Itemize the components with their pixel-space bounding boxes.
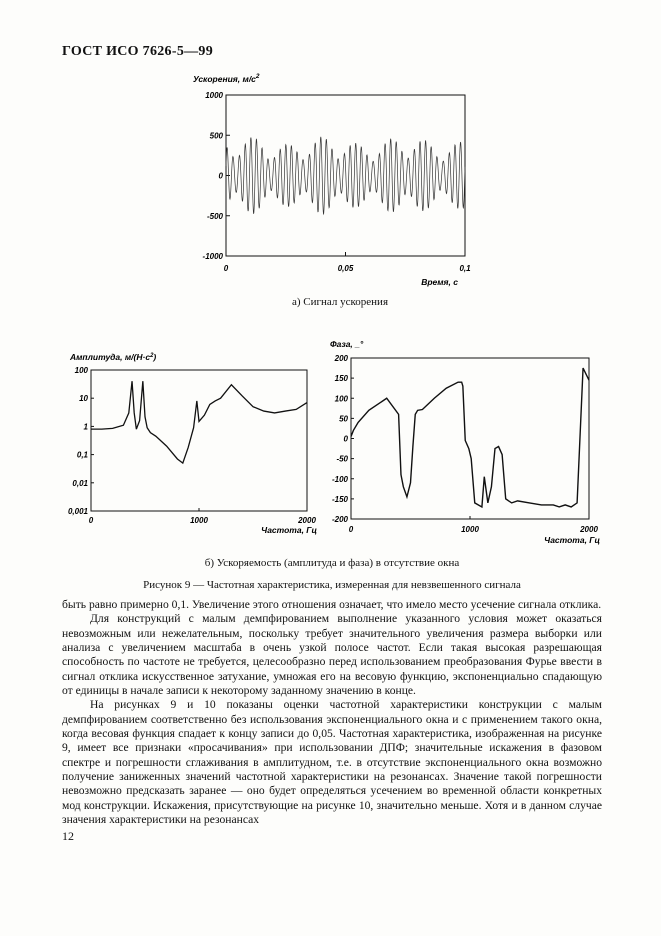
chart-a-frame <box>226 95 465 256</box>
chart-phase-xtick-label: 0 <box>348 525 354 534</box>
chart-amp-ytick-label: 0,1 <box>76 450 88 460</box>
page-number: 12 <box>62 829 74 843</box>
chart-a-xlabel: Время, с <box>421 277 458 287</box>
chart-phase-ylabel: Фаза, _° <box>330 339 364 349</box>
chart-phase-ytick-label: 50 <box>339 414 348 424</box>
chart-amp-xtick-label: 1000 <box>190 516 208 525</box>
chart-amp-xtick-label: 0 <box>88 516 94 525</box>
chart-a-ytick-label: -500 <box>206 211 223 221</box>
paragraph-1: быть равно примерно 0,1. Увеличение этого отношения означает, что имело место усечение сигнала отклика. <box>62 598 602 611</box>
chart-phase-xtick-label: 1000 <box>461 525 479 534</box>
chart-a-ytick-label: -1000 <box>202 252 223 261</box>
chart-amp-ylabel: Амплитуда, $м/(Н\cdot с^2)$ <box>70 352 157 362</box>
chart-amp-line <box>91 381 307 463</box>
body-text <box>62 598 602 828</box>
chart-amplitude-response <box>62 350 322 540</box>
chart-a-ylabel: Ускорения, $м/с^2$ <box>193 73 260 84</box>
chart-a-xtick-label: 0 <box>223 264 229 273</box>
chart-phase-ytick-label: 200 <box>334 354 348 363</box>
figure-a-caption: а) Сигнал ускорения <box>291 296 389 308</box>
chart-amp-ytick-label: 0,001 <box>67 507 88 516</box>
chart-phase-xlabel: Частота, Гц <box>544 535 600 545</box>
chart-a-ytick-label: 500 <box>209 131 223 141</box>
chart-phase-line <box>351 368 589 507</box>
chart-phase-response <box>322 336 607 548</box>
chart-phase-ytick-label: 100 <box>334 394 348 404</box>
paragraph-3: На рисунках 9 и 10 показаны оценки частотной характеристики конструкции с малым демпфированием соответственно без использования экспоненциального окна и с применением такого окна, когда весовая функция спадает к концу записи до 0,05. Частотная характеристика, изображенная на рисунке 9, имеет все признаки «просачивания» при использовании ДПФ; значительные искажения в фазовом спектре и погрешности сглаживания в амплитудном, т.е. в отсутствие экспоненциального окна возможно получение заниженных значений частотной характеристики на резонансах. Значение такой погрешности невозможно предсказать заранее — оно будет определяться усечением во временной области конкретных мод конструкции. Искажения, присутствующие на рисунке 10, значительно меньше. Хотя и в данном случае значения характеристики на резонансах <box>62 698 602 827</box>
chart-amp-ytick-label: 1 <box>83 422 88 432</box>
chart-phase-ytick-label: -150 <box>331 494 348 504</box>
chart-amp-ytick-label: 0,01 <box>72 478 88 488</box>
chart-amp-xlabel: Частота, Гц <box>261 525 317 535</box>
figure-b-caption: б) Ускоряемость (амплитуда и фаза) в отсутствие окна <box>204 557 460 569</box>
chart-a-ytick-label: 1000 <box>205 91 223 100</box>
chart-amp-ytick-label: 100 <box>74 366 88 375</box>
document-header: ГОСТ ИСО 7626-5—99 <box>62 44 214 59</box>
chart-amp-ytick-label: 10 <box>79 394 88 404</box>
chart-amp-xtick-label: 2000 <box>298 516 316 525</box>
chart-phase-ytick-label: 0 <box>343 434 348 444</box>
chart-a-xtick-label: 0,05 <box>337 264 354 273</box>
chart-phase-ytick-label: 150 <box>334 374 348 384</box>
chart-a-xtick-label: 0,1 <box>459 264 471 273</box>
chart-amp-frame <box>91 370 307 511</box>
chart-phase-ytick-label: -50 <box>336 454 348 464</box>
chart-acceleration-signal <box>190 66 490 292</box>
figure-title: Рисунок 9 — Частотная характеристика, измеренная для невзвешенного сигнала <box>143 579 521 591</box>
paragraph-2: Для конструкций с малым демпфированием выполнение указанного условия может оказаться невозможным или нежелательным, поскольку требует значительного увеличения размера выборки или анализа с увеличением масштаба в очень узкой полосе частот. Если такая высокая разрешающая способность по частоте не требуется, целесообразно перед использованием преобразования Фурье ввести в сигнал отклика искусственное затухание, умножая его на весовую функцию, экспоненциально спадающую от единицы в начале записи к некоторому заданному значению в конце. <box>62 612 602 698</box>
chart-a-ytick-label: 0 <box>218 171 223 181</box>
chart-a-signal-line <box>226 137 465 214</box>
chart-phase-xtick-label: 2000 <box>580 525 598 534</box>
chart-phase-ytick-label: -200 <box>331 515 348 524</box>
chart-phase-frame <box>351 358 589 519</box>
chart-phase-ytick-label: -100 <box>331 474 348 484</box>
